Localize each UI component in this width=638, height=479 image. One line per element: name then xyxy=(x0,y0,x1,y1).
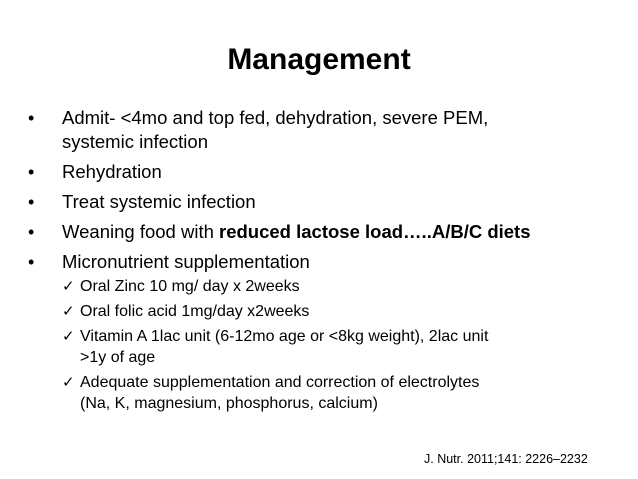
bullet-item-micronutrient xyxy=(28,250,628,414)
sub-item-zinc xyxy=(62,276,628,297)
sub-item-text-continued: (Na, K, magnesium, phosphorus, calcium) xyxy=(80,395,378,412)
bullet-item-rehydration xyxy=(28,160,628,184)
bullet-dot-icon: • xyxy=(28,192,35,212)
bullet-dot-icon: • xyxy=(28,252,35,272)
checkmark-icon: ✓ xyxy=(62,374,75,391)
checkmark-icon: ✓ xyxy=(62,278,75,295)
slide-title: Management xyxy=(227,43,411,76)
sub-item-text: Vitamin A 1lac unit (6-12mo age or <8kg weight), 2lac unit xyxy=(80,328,489,345)
sub-item-folic-acid xyxy=(62,301,628,322)
checkmark-icon: ✓ xyxy=(62,328,75,345)
bullet-text-bold: reduced lactose load…..A/B/C diets xyxy=(219,221,531,242)
bullet-text: Weaning food with xyxy=(62,221,220,242)
sub-list xyxy=(62,276,628,414)
sub-item-text-continued: >1y of age xyxy=(80,349,156,366)
bullet-item-admit xyxy=(28,106,628,154)
sub-item-text: Adequate supplementation and correction of electrolytes xyxy=(80,374,480,391)
sub-item-vitamin-a xyxy=(62,326,628,368)
citation: J. Nutr. 2011;141: 2226–2232 xyxy=(424,452,588,466)
bullet-dot-icon: • xyxy=(28,162,35,182)
bullet-dot-icon: • xyxy=(28,222,35,242)
bullet-text-continued: systemic infection xyxy=(62,131,208,152)
sub-item-text: Oral folic acid 1mg/day x2weeks xyxy=(80,303,310,320)
bullet-text: Micronutrient supplementation xyxy=(62,251,310,272)
bullet-text: Treat systemic infection xyxy=(62,191,256,212)
bullet-dot-icon: • xyxy=(28,108,35,128)
bullet-text: Rehydration xyxy=(62,161,162,182)
bullet-text: Admit- <4mo and top fed, dehydration, severe PEM, xyxy=(62,107,489,128)
bullet-item-weaning xyxy=(28,220,628,244)
bullet-list xyxy=(28,106,628,418)
bullet-item-infection xyxy=(28,190,628,214)
sub-item-text: Oral Zinc 10 mg/ day x 2weeks xyxy=(80,278,300,295)
checkmark-icon: ✓ xyxy=(62,303,75,320)
sub-item-electrolytes xyxy=(62,372,628,414)
